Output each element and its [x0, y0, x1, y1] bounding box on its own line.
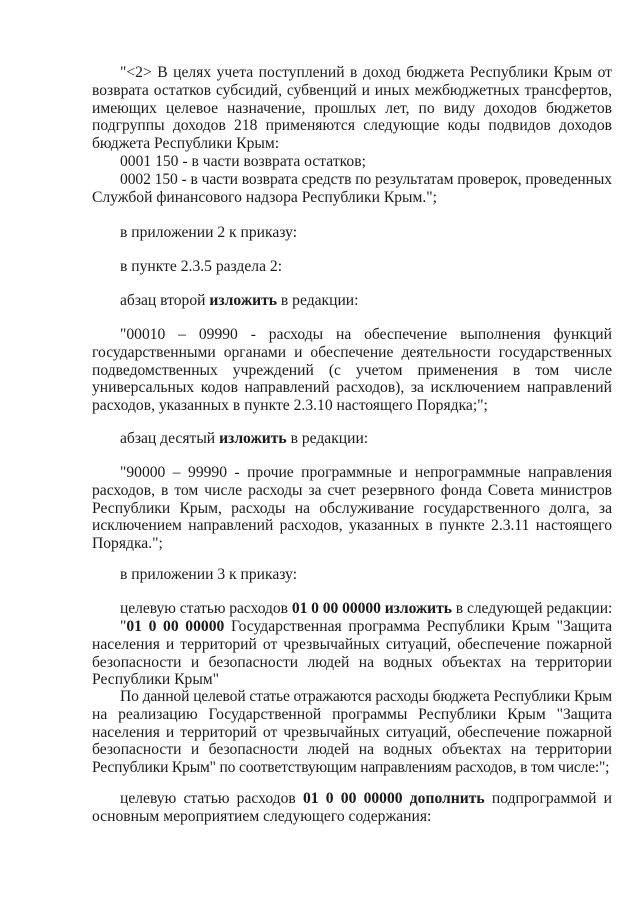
text-line: Порядка.";	[92, 535, 163, 553]
text-run: в редакции:	[286, 430, 369, 447]
text-run: в следующей редакции:	[451, 600, 613, 617]
text-line	[92, 430, 612, 448]
text-line	[92, 790, 612, 808]
text-run: абзац второй	[120, 292, 210, 309]
text-line: Республики Крым, расходы на обслуживание государственного долга, за	[92, 499, 612, 517]
budget-code: 01 0 00 00000	[291, 600, 381, 617]
text-line: исключением направлений расходов, указанных в пункте 2.3.11 настоящего	[92, 517, 612, 535]
text-line: "90000 – 99990 - прочие программные и непрограммные направления	[120, 464, 612, 481]
paragraph-expenses-reflected	[92, 688, 612, 777]
bold-verb: изложить	[384, 600, 452, 617]
text-line: в приложении 3 к приказу:	[120, 566, 298, 583]
bold-verb: дополнить	[409, 790, 485, 807]
text-line: населения и территорий от чрезвычайных ситуаций, обеспечение пожарной	[92, 635, 612, 653]
paragraph-tenth-subparagraph	[92, 430, 612, 448]
text-run: в редакции:	[277, 292, 359, 309]
paragraph-appendix-3	[92, 566, 612, 584]
budget-code: 01 0 00 00000	[302, 790, 403, 807]
paragraph-second-subparagraph	[92, 292, 612, 310]
paragraph-income-codes	[92, 64, 612, 206]
text-line: безопасности и безопасности людей на водных объектах на территории	[92, 653, 612, 671]
text-line: на реализацию Государственной программы Республики Крым "Защита	[92, 705, 612, 723]
text-line: универсальных кодов направлений расходов), за исключением направлений	[92, 379, 612, 397]
paragraph-target-article-supplement	[92, 790, 612, 826]
text-run: "	[120, 618, 127, 635]
budget-code: 01 0 00 00000	[126, 618, 225, 635]
text-line: 0001 150 - в части возврата остатков;	[120, 152, 366, 170]
paragraph-clause-2-3-5	[92, 258, 612, 276]
text-line: в приложении 2 к приказу:	[120, 224, 298, 241]
text-run: целевую статью расходов	[120, 600, 292, 617]
text-line	[92, 618, 612, 636]
paragraph-codes-00010-09990	[92, 326, 612, 415]
text-run: подпрограммой и	[484, 790, 612, 807]
text-line: населения и территорий от чрезвычайных ситуаций, обеспечение пожарной	[92, 723, 612, 741]
text-line: подгруппы доходов 218 применяются следующие коды подвидов доходов	[92, 117, 612, 135]
text-line: Службой финансового надзора Республики Крым.";	[92, 188, 437, 206]
text-line	[92, 600, 612, 618]
paragraph-appendix-2	[92, 224, 612, 242]
text-line	[92, 292, 612, 310]
text-line: государственными органами и обеспечение деятельности государственных	[92, 343, 612, 361]
text-line: По данной целевой статье отражаются расходы бюджета Республики Крым	[120, 688, 612, 705]
text-line: основным мероприятием следующего содержания:	[92, 807, 432, 825]
text-line: "00010 – 09990 - расходы на обеспечение выполнения функций	[120, 326, 612, 343]
text-line: бюджета Республики Крым:	[92, 135, 280, 153]
text-line: Республики Крым"	[92, 671, 220, 689]
text-line: расходов, в том числе расходы за счет резервного фонда Совета министров	[92, 481, 612, 499]
text-line: "<2> В целях учета поступлений в доход бюджета Республики Крым от	[120, 64, 612, 81]
text-run	[403, 790, 410, 807]
text-line: возврата остатков субсидий, субвенций и иных межбюджетных трансфертов,	[92, 81, 612, 99]
text-line: безопасности и безопасности людей на водных объектах на территории	[92, 741, 612, 759]
text-line: в пункте 2.3.5 раздела 2:	[120, 258, 283, 275]
bold-verb: изложить	[219, 430, 287, 447]
text-line: Республики Крым" по соответствующим направлениям расходов, в том числе:";	[92, 759, 610, 777]
text-line: 0002 150 - в части возврата средств по результатам проверок, проведенных	[120, 170, 612, 188]
text-run: абзац десятый	[120, 430, 220, 447]
paragraph-state-program	[92, 618, 612, 689]
text-line: подведомственных учреждений (с учетом применения в том числе	[92, 361, 612, 379]
text-line: расходов, указанных в пункте 2.3.10 настоящего Порядка;";	[92, 397, 488, 415]
bold-verb: изложить	[209, 292, 278, 309]
text-line: имеющих целевое назначение, прошлых лет, по виду доходов бюджетов	[92, 99, 612, 117]
paragraph-target-article-restate	[92, 600, 612, 618]
text-run: Государственная программа Республики Крым "Защита	[224, 618, 613, 635]
text-run: целевую статью расходов	[120, 790, 303, 807]
paragraph-codes-90000-99990	[92, 464, 612, 553]
